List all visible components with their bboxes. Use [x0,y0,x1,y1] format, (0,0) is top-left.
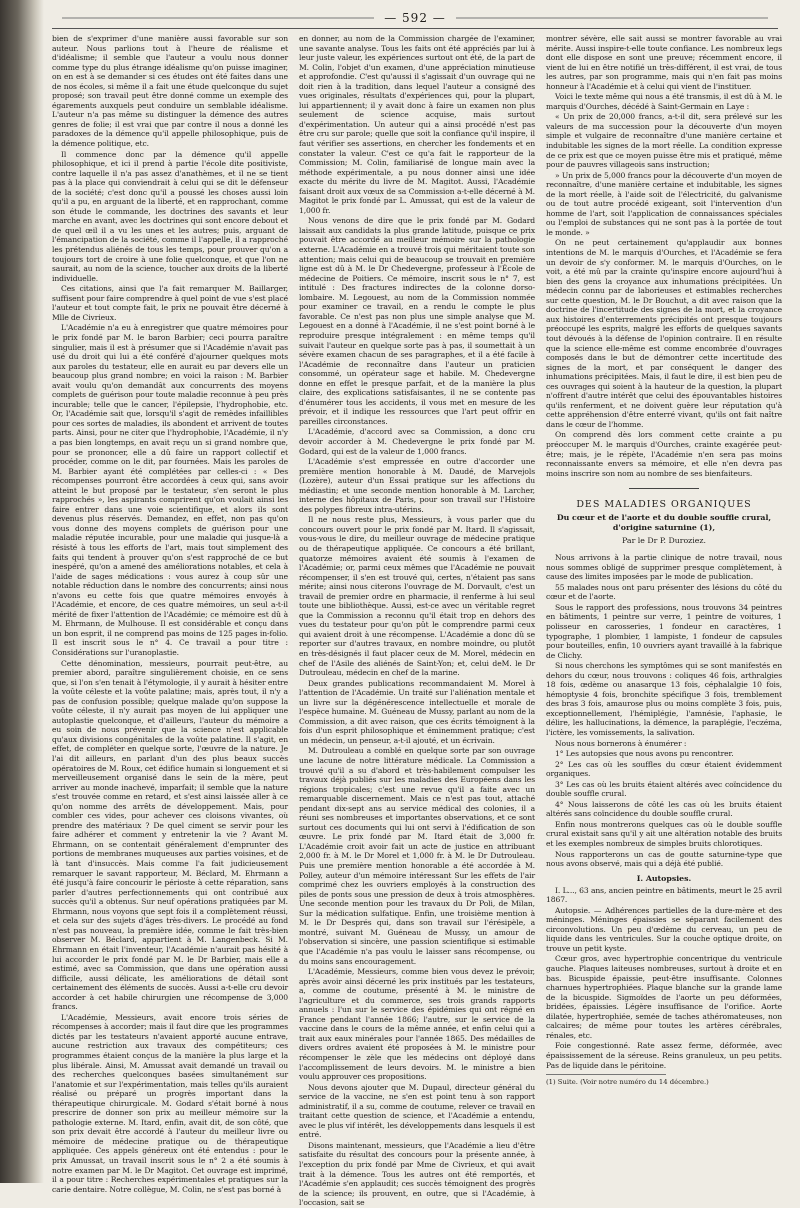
paragraph: Sous le rapport des professions, nous trouvons 34 peintres en bâtiments, 1 peintre sur verre, 1 peintre de voitures, 1 polisseur en carosseries, 1 fondeur en caractères, 1 typographe, 1 plombier, 1 lampiste, 1 fondeur de capsules pour bouteilles, enfin, 10 ouvriers ayant travaillé à la fabrique de Clichy. [546,602,782,660]
paragraph: Il commence donc par la démence qu'il appelle philosophique, et ici il prend à partie l'école dite positiviste, contre laquelle il n'a pas assez d'anathèmes, et il ne se tient pas à la place qui conviendrait à celui qui se dit le défenseur de la société; c'est donc qu'il a poussé les choses aussi loin qu'il a pu, en arguant de la liberté, et en rapprochant, comme son étude le commande, les doctrines des savants et leur marche en avant, avec les doctrines qui sont encore debout et de quel œil il a vu les unes et les autres; puis, arguant de l'émancipation de la société, comme il l'appelle, il a rapproché les prétendus aliénés de tous les temps, pour prouver qu'on a toujours tort de croire à une folie quelconque, et que l'on ne saurait, au nom de la science, toucher aux droits de la liberté individuelle. [52,149,288,283]
article-byline: Par le Dr P. Duroziez. [622,536,706,546]
column-3 [546,34,782,1208]
paragraph: Enfin nous montrerons quelques cas où le double souffle crural existait sans qu'il y ait une altération notable des bruits et les exemples nombreux de simples bruits chlorotiques. [546,819,782,849]
page-header [52,8,778,29]
paragraph: « Un prix de 20,000 francs, a-t-il dit, sera prélevé sur les valeurs de ma succession pour la découverte d'un moyen simple et vulgaire de reconnaître d'une manière certaine et indubitable les signes de la mort réelle. La condition expresse de ce prix est que ce moyen puisse être mis et pratiqué, même pour de pauvres villageois sans instruction; [546,112,782,170]
paragraph: 55 malades nous ont paru présenter des lésions du côté du cœur et de l'aorte. [546,582,782,602]
paragraph: Nous venons de dire que le prix fondé par M. Godard laissait aux candidats la plus grande latitude, puisque ce prix pouvait être accordé au meilleur mémoire sur la pathologie externe. L'Académie en a trouvé trois qui méritaient toute son attention; mais celui qui de beaucoup se trouvait en première ligne est dû à M. le Dr Chedevergne, professeur à l'École de médecine de Poitiers. Ce mémoire, inscrit sous le n° 7, est intitulé : Des fractures indirectes de la colonne dorso-lombaire. M. Legouest, au nom de la Commission nommée pour examiner ce travail, en a rendu le compte le plus favorable. Ce n'est pas non plus une simple analyse que M. Legouest en a donné à l'Académie, il ne s'est point borné à le reproduire presque intégralement : en même temps qu'il suivait l'auteur en quelque sorte pas à pas, il soumettait à un sévère examen chacun de ses paragraphes, et il a été facile à l'Académie de reconnaître dans l'auteur un praticien consommé, un opérateur sage et habile. M. Chedevergne donne en effet le presque parfait, et de la manière la plus claire, des explications satisfaisantes, il ne se contente pas d'énumérer tous les accidents, il vous met en mesure de les prévoir, et il indique les ressources que l'art peut offrir en pareilles circonstances. [299,216,535,426]
paragraph: montrer sévère, elle sait aussi se montrer favorable au vrai mérite. Aussi inspire-t-elle toute confiance. Les nombreux legs dont elle dispose en sont une preuve; récemment encore, il vient de lui en être notifié un très-différent, il est vrai, de tous les autres, par son programme, mais qui n'en fait pas moins honneur à l'Académie et à celui qui vient de l'instituer. [546,34,782,91]
paragraph: Voici le texte même qui nous a été transmis, il est dû à M. le marquis d'Ourches, décédé à Saint-Germain en Laye : [546,92,782,111]
column-1 [52,34,288,1208]
paragraph: bien de s'exprimer d'une manière aussi favorable sur son auteur. Nous parlions tout à l'heure de réalisme et d'idéalisme; il semble que l'auteur a voulu nous donner comme type du plus étrange idéalisme qu'on puisse imaginer, on en est à se demander si ces études ont été faites dans une de nos écoles, si même il a fait une étude quelconque du sujet proposé; son travail peut être donné comme un exemple des égarements auxquels peut conduire un semblable idéalisme. L'auteur n'a pas même su distinguer la démence des autres genres de folie; il est vrai que par contre il nous a donné les paradoxes de la démence qu'il appelle philosophique, puis de la démence politique, etc. [52,34,288,149]
paragraph: Il ne nous reste plus, Messieurs, à vous parler que du concours ouvert pour le prix fondé par M. Itard. Il s'agissait, vous-vous le dire, du meilleur ouvrage de médecine pratique ou de thérapeutique appliquée. Ce concours a été brillant, quatorze mémoires avaient été soumis à l'examen de l'Académie; or, parmi ceux mêmes que l'Académie ne pouvait récompenser, il s'en est trouvé qui, certes, n'étaient pas sans mérite; ainsi nous citerons l'ouvrage de M. Dorvault, c'est un travail de premier ordre en pharmacie, il renferme à lui seul toute une bibliothèque. Aussi, est-ce avec un véritable regret que la Commission a reconnu qu'il était trop en dehors des vues du testateur pour qu'on pût le comprendre parmi ceux qui avaient droit à une récompense. L'Académie a donc dû se reporter sur d'autres travaux, en nombre moindre, ou plutôt en très-désignés il faut placer ceux de M. Morel, médecin en chef de l'Asile des aliénés de Saint-Yon; et, celui deM. le Dr Dutrouleau, médecin en chef de la marine. [299,515,535,678]
paragraph: en donner, au nom de la Commission chargée de l'examiner, une savante analyse. Tous les faits ont été appréciés par lui à leur juste valeur, les expériences surtout ont été, de la part de M. Colin, l'objet d'un examen, d'une appréciation minutieuse et approfondie. C'est qu'aussi il s'agissait d'un ouvrage qui ne doit rien à la tradition, dans lequel l'auteur a consigné des vues originales, résultats d'expériences qui, pour la plupart, lui appartiennent; il y avait donc à faire un examen non plus seulement de science acquise, mais surtout d'expérimentation. Un auteur qui a ainsi procédé n'est pas être cru sur parole; quelle que soit la confiance qu'il inspire, il faut vérifier ses assertions, en chercher les fondements et en constater la valeur. C'est ce qu'a fait le rapporteur de la Commission; M. Colin, familiarisé de longue main avec la méthode expérimentale, a pu nous donner ainsi une idée exacte du mérite du livre de M. Magitot. Aussi, l'Académie faisant droit aux vœux de sa Commission a-t-elle décerné à M. Magitot le prix fondé par L. Amussat, qui est de la valeur de 1,000 fr. [299,34,535,215]
paragraph: » Un prix de 5,000 francs pour la découverte d'un moyen de reconnaître, d'une manière certaine et indubitable, les signes de la mort réelle, à l'aide soit de l'électricité, du galvanisme ou de tout autre procédé exigeant, soit l'intervention d'un homme de l'art, soit l'application de connaissances spéciales ou l'emploi de substances qui ne sont pas à la portée de tout le monde. » [546,170,782,237]
footnote-text: (1) Suite. (Voir notre numéro du 14 décembre.) [546,1078,709,1087]
page-number: — 592 — [384,11,446,25]
paragraph: Si nous cherchons les symptômes qui se sont manifestés en dehors du cœur, nous trouvons : coliques 46 fois, arthralgies 18 fois, œdème ou anasarque 13 fois, céphalalgie 10 fois, hémoptysie 4 fois, bronchite spécifique 3 fois, tremblement des bras 3 fois, amaurose plus ou moins complète 3 fois, puis, exceptionnellement, l'hémiplégie, l'amnésie, l'aphasie, le délire, les hallucinations, la démence, la paraplégie, l'eczéma, l'ictère, les vomissements, la salivation. [546,661,782,737]
paragraph: I. L..., 63 ans, ancien peintre en bâtiments, meurt le 25 avril 1867. [546,885,782,905]
paragraph: L'Académie, d'accord avec sa Commission, a donc cru devoir accorder à M. Chedevergne le prix fondé par M. Godard, qui est de la valeur de 1,000 francs. [299,427,535,456]
paragraph: Nous nous bornerons à énumérer : [555,738,687,748]
section-heading-autopsies: I. Autopsies. [636,873,692,883]
paragraph: Nous rapporterons un cas de goutte saturnine-type que nous avons observé, mais qui a déjà été publié. [546,849,782,869]
column-2 [299,34,535,1208]
paragraph: L'Académie s'est empressée en outre d'accorder une première mention honorable à M. Daudé, de Marvejols (Lozère), auteur d'un Essai pratique sur les affections du médiastin; et une seconde mention honorable à M. Larcher, interne des hôpitaux de Paris, pour son travail sur l'Histoire des polypes fibreux intra-utérins. [299,457,535,514]
section-divider [629,488,699,489]
paragraph: Cette dénomination, messieurs, pourrait peut-être, au premier abord, paraître singulièrement choisie, en ce sens que, si l'on s'en tenait à l'étymologie, il y aurait à hésiter entre la voûte céleste et la voûte palatine; mais, après tout, il n'y a pas de confusion possible; quelque malade qu'on suppose la voûte céleste, il n'y aurait pas moyen de lui appliquer une autoplastie quelconque, et d'ailleurs, l'auteur du mémoire a eu soin de nous prévenir que la science n'est applicable qu'aux divisions congénitales de la voûte palatine. Il s'agit, en effet, de compléter en quelque sorte, l'œuvre de la nature. Je l'ai dit ailleurs, en parlant d'un des plus beaux succès opératoires de M. Roux, cet édifice humain si longuement et si merveilleusement organisé dans le sein de la mère, peut arriver au monde inachevé, imparfait; il semble que la nature s'est trouvée comme en retard, et s'est ainsi laissée aller à ce qu'on nomme des arrêts de développement. Mais, pour combler ces vides, pour achever ces cloisons vivantes, où prendre des matériaux ? De quel ciment se servir pour les faire adhérer et comment y entretenir la vie ? Avant M. Ehrmann, on se contentait généralement d'emprunter des portions de membranes muqueuses aux parties voisines, et de là tant d'insuccès. Mais comme l'a fait judicieusement remarquer le savant rapporteur, M. Béclard, M. Ehrmann a été jusqu'à faire concourir le périoste à cette réparation, sans parler d'autres perfectionnements qui ont contribué aux succès qu'il a obtenus. Sur neuf opérations pratiquées par M. Ehrmann, nous voyons que sept fois il a complètement réussi, et cela sur des sujets d'âges très-divers. Le procédé au fond n'est pas nouveau, la première idée, comme le fait très-bien observer M. Béclard, appartient à M. Langenbeck. Si M. Ehrmann en était l'inventeur, l'Académie n'aurait pas hésité à lui accorder le prix fondé par M. le Dr Barbier, mais elle a estimé, avec sa Commission, que dans une opération aussi difficile, aussi délicate, les améliorations de détail sont certainement des éléments de succès. Aussi a-t-elle cru devoir accorder à cet habile chirurgien une récompense de 3,000 francs. [52,658,288,1012]
paragraph: L'Académie, Messieurs, avait encore trois séries de récompenses à accorder; mais il faut dire que les programmes dictés par les testateurs n'avaient apporté aucune entrave, aucune restriction aux travaux des compétiteurs; ces programmes étaient conçus de la manière la plus large et la plus libérale. Ainsi, M. Amussat avait demandé un travail ou des recherches quelconques basées simultanément sur l'anatomie et sur l'expérimentation, mais telles qu'ils auraient réalisé ou préparé un progrès important dans la thérapeutique chirurgicale. M. Godard s'était borné à nous prescrire de donner son prix au meilleur mémoire sur la pathologie externe. M. Itard, enfin, avait dit, de son côté, que son prix devait être accordé à l'auteur du meilleur livre ou mémoire de médecine pratique ou de thérapeutique appliquée. Ces appels généreux ont été entendus : pour le prix Amussat, un travail inscrit sous le n° 2 a été soumis à notre examen par M. le Dr Magitot. Cet ouvrage est imprimé, il a pour titre : Recherches expérimentales et pratiques sur la carie dentaire. Notre collègue, M. Colin, ne s'est pas borné à [52,1012,288,1194]
text-columns [52,34,782,1208]
paragraph: Ces citations, ainsi que l'a fait remarquer M. Baillarger, suffisent pour faire comprendre à quel point de vue s'est placé l'auteur et tout compte fait, le prix ne pouvait être décerné à Mlle de Civrieux. [52,284,288,322]
paragraph: L'Académie, Messieurs, comme bien vous devez le prévoir, après avoir ainsi décerné les prix institués par les testateurs, a, comme de coutume, présenté à M. le ministre de l'agriculture et du commerce, ses trois grands rapports annuels : l'un sur le service des épidémies qui ont régné en France pendant l'année 1866; l'autre, sur le service de la vaccine dans le cours de la même année, et enfin celui qui a trait aux eaux minérales pour l'année 1865. Des médailles de divers ordres avaient été proposées à M. le ministre pour récompenser le zèle que les médecins ont déployé dans l'accomplissement de leurs devoirs. M. le ministre a bien voulu approuver ces propositions. [299,967,535,1082]
paragraph: 4° Nous laisserons de côté les cas où les bruits étaient altérés sans coïncidence du double souffle crural. [546,799,782,819]
paragraph: Deux grandes publications recommandaient M. Morel à l'attention de l'Académie. Un traité sur l'aliénation mentale et un livre sur la dégénérescence intellectuelle et morale de l'espèce humaine. M. Guéneau de Mussy, parlant au nom de la Commission, a dit avec raison, que ces écrits témoignent à la fois d'un esprit philosophique et éminemment pratique; c'est un médecin, un penseur, a-t-il ajouté, et un écrivain. [299,678,535,745]
paragraph: 3° Les cas où les bruits étaient altérés avec coïncidence du double souffle crural. [546,779,782,799]
paragraph: Cœur gros, avec hypertrophie concentrique du ventricule gauche. Plaques laiteuses nombreuses, surtout à droite et en bas. Bicuspide épaissie, peut-être insuffisante. Colonnes charnues hypertrophiées. Plaque blanche sur la grande lame de la bicuspide. Sigmoïdes de l'aorte un peu déformées, bridées, épaissies. Légère insuffisance de l'orifice. Aorte dilatée, hypertrophiée, semée de taches athéromateuses, non calcaires; de même pour toutes les artères cérébrales, rénales, etc. [546,954,782,1040]
paragraph: Foie congestionné. Rate assez ferme, déformée, avec épaississement de la séreuse. Reins granuleux, un peu petits. Pas de liquide dans le péritoine. [546,1041,782,1070]
article-title: DES MALADIES ORGANIQUES [576,499,752,511]
paragraph: Autopsie. — Adhérences partielles de la dure-mère et des méninges. Méninges épaissies se séparant facilement des circonvolutions. Un peu d'œdème du cerveau, un peu de liquide dans les ventricules. Sur la couche optique droite, on trouve un petit kyste. [546,905,782,953]
book-binding-shadow [0,0,44,1183]
paragraph: 2° Les cas où les souffles du cœur étaient évidemment organiques. [546,759,782,779]
paragraph: On comprend dès lors comment cette crainte a pu préoccuper M. le marquis d'Ourches, crainte exagérée peut-être; mais, je le répète, l'Académie n'en sera pas moins reconnaissante envers sa mémoire, et elle n'en devra pas moins inscrire son nom au nombre de ses bienfaiteurs. [546,430,782,478]
paragraph: On ne peut certainement qu'applaudir aux bonnes intentions de M. le marquis d'Ourches, et l'Académie se fera un devoir de s'y conformer. M. le marquis d'Ourches, on le voit, a été mû par la crainte qu'inspire encore aujourd'hui à bien des gens la croyance aux inhumations précipitées. Un médecin connu par de laborieuses et estimables recherches sur cette question, M. le Dr Bouchut, a dit avec raison que la doctrine de l'incertitude des signes de la mort, et la croyance aux histoires d'enterrements précipités ont presque toujours préoccupé les esprits, malgré les efforts de quelques savants tout dévoués à la défense de l'opinion contraire. Il en résulte que la science elle-même est comme encombrée d'ouvrages composés dans le but de démontrer cette incertitude des signes de la mort, et par conséquent le danger des inhumations précipitées. Mais, il faut le dire, il est bien peu de ces ouvrages qui soient à la hauteur de la question, la plupart n'offrent d'autre intérêt que celui des épouvantables histoires qu'ils renferment, et ne doivent guère leur réputation qu'à cette appréhension d'être enterré vivant, qu'ils ont fait naître dans le cœur de l'homme. [546,238,782,429]
footnote [546,1074,709,1087]
paragraph: 1° Les autopsies que nous avons pu rencontrer. [555,749,734,759]
paragraph: Nous arrivons à la partie clinique de notre travail, nous nous sommes obligé de supprimer presque complètement, à cause des limites imposées par le mode de publication. [546,553,782,582]
paragraph: L'Académie n'a eu à enregistrer que quatre mémoires pour le prix fondé par M. le baron Barbier; ceci pourra paraître singulier, mais il est à présumer que si l'Académie n'avait pas usé du droit qui lui a été conféré d'ajourner quelques mots aux paroles du testateur, elle en aurait eu par devers elle un beaucoup plus grand nombre; en voici la raison : M. Barbier avait voulu qu'on demandât aux concurrents des moyens complets de guérison pour toute maladie reconnue à peu près incurable; telle que le cancer, l'épilepsie, l'hydrophobie, etc. Or, l'Académie sait que, lorsqu'il s'agit de remèdes infaillibles pour ces sortes de maladies, ils abondent et arrivent de toutes parts. Ainsi, pour ne citer que l'hydrophobie, l'Académie, il n'y a pas bien longtemps, en avait reçu un si grand nombre que, pour se prononcer, elle a dû faire un rapport collectif et procéder, comme on le dit, par fournées. Mais les paroles de M. Barbier ayant été complétées par celles-ci : « Des récompenses pourront être accordées à ceux qui, sans avoir atteint le but proposé par le testateur, s'en seront le plus rapprochés », les aspirants comprirent qu'on voulait ainsi les faire entrer dans une voie scientifique, et alors ils sont devenus plus réservés. Demandez, en effet, non pas qu'on vous donne des moyens complets de guérison pour une maladie réputée incurable, pour une maladie qui jusque-là a résisté à tous les efforts de l'art, mais tout simplement des faits qui tendent à prouver qu'on s'est rapproché de ce but inespéré, qu'on a amené des améliorations notables, et cela à l'aide de sages médications : vous aurez à coup sûr une notable réduction dans le nombre des concurrents; ainsi nous n'avons eu cette fois que quatre mémoires envoyés à l'Académie, et encore, de ces quatre mémoires, un seul a-t-il mérité de fixer l'attention de l'Académie; ce mémoire est dû à M. Ehrmann, de Mulhouse. Il est considérable et conçu dans un bon esprit, il ne comprend pas moins de 125 pages in-folio. Il est inscrit sous le n° 4. Ce travail a pour titre : Considérations sur l'uranoplastie. [52,323,288,657]
paragraph: M. Dutrouleau a comblé en quelque sorte par son ouvrage une lacune de notre littérature médicale. La Commission a trouvé qu'il a su d'abord et très-habilement compulser les travaux déjà publiés sur les maladies des Européens dans les régions tropicales; c'est une revue qu'il a faite avec un remarquable discernement. Mais ce n'est pas tout, attaché pendant dix-sept ans au service médical des colonies, il a réuni ses nombreuses et importantes observations, et ce sont surtout ces documents qui lui ont servi à l'édification de son œuvre. Le prix fondé par M. Itard était de 3,000 fr. L'Académie croit avoir fait un acte de justice en attribuant 2,000 fr. à M. le Dr Morel et 1,000 fr. à M. le Dr Dutrouleau. Puis une première mention honorable a été accordée à M. Polley, auteur d'un mémoire intéressant Sur les effets de l'air comprimé chez les ouvriers employés à la construction des piles de ponts sous une pression de deux à trois atmosphères. Une seconde mention pour les travaux du Dr Poli, de Milan, Sur la médication sulfatique. Enfin, une troisième mention à M. le Dr Després qui, dans son travail sur l'érésipèle, a montré, suivant M. Guéneau de Mussy, un amour de l'observation si sincère, une passion scientifique si estimable que l'Académie n'a pas voulu le laisser sans récompense, ou du moins sans encouragement. [299,746,535,966]
paragraph: Nous devons ajouter que M. Dupaul, directeur général du service de la vaccine, ne s'en est point tenu à son rapport administratif, il a su, comme de coutume, relever ce travail en traitant cette question de science, et l'Académie a entendu, avec le plus vif intérêt, les développements dans lesquels il est entré. [299,1082,535,1140]
article-subtitle: Du cœur et de l'aorte et du double souffle crural, d'origine saturnine (1), [556,513,772,533]
paragraph: Disons maintenant, messieurs, que l'Académie a lieu d'être satisfaite du résultat des concours pour la présente année, à l'exception du prix fondé par Mme de Civrieux, et qui avait trait à la démence. Tous les autres ont été remportés, et l'Académie s'en applaudit; ces succès témoignent des progrès de la science; ils prouvent, en outre, que si l'Académie, à l'occasion, sait se [299,1140,535,1208]
